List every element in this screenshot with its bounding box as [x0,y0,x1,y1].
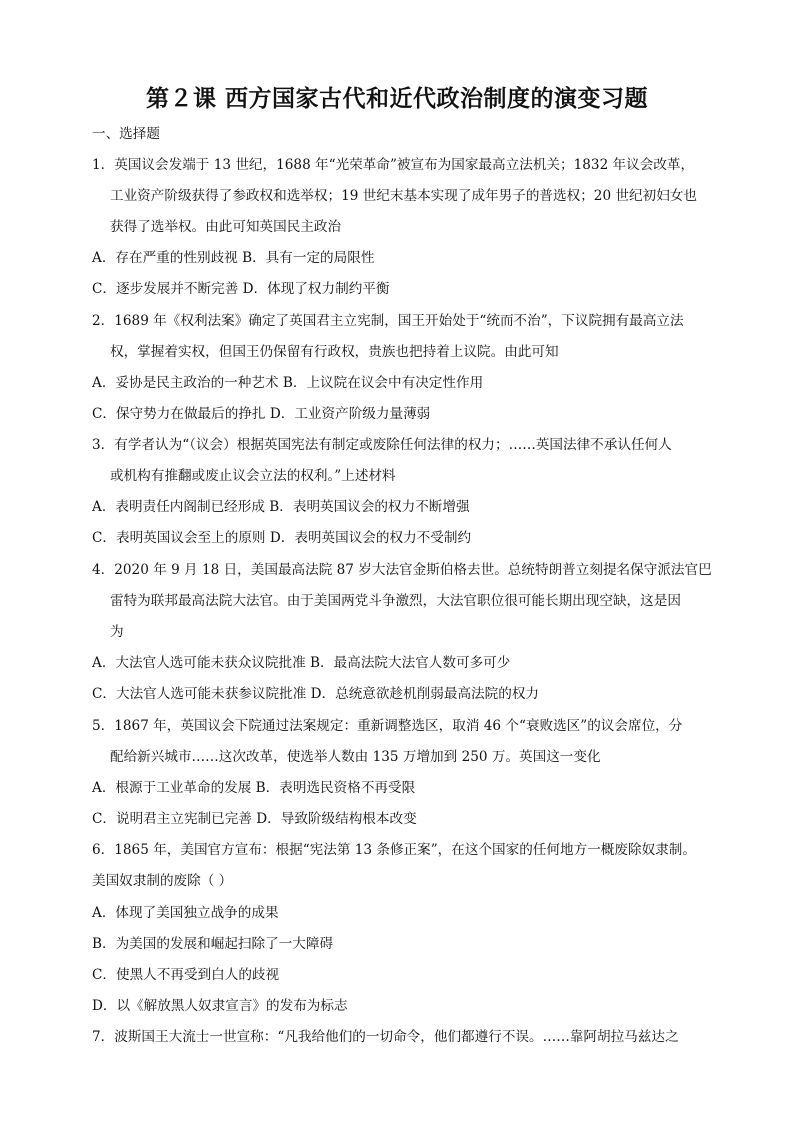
question-3-line-2: 或机构有推翻或废止议会立法的权利。”上述材料 [110,468,396,484]
question-6-option-a: A．体现了美国独立战争的成果 [92,905,279,921]
question-3-line-1: 3．有学者认为“（议会）根据英国宪法有制定或废除任何法律的权力；……英国法律不承认任何人 [92,437,672,453]
question-5-options-2: C．说明君主立宪制已完善 D．导致阶级结构根本改变 [92,811,417,827]
question-1-line-3: 获得了选举权。由此可知英国民主政治 [110,219,342,235]
question-1-options-1: A．存在严重的性别歧视 B．具有一定的局限性 [92,250,375,266]
question-1-line-1: 1．英国议会发端于 13 世纪，1688 年“光荣革命”被宣布为国家最高立法机关；1832 年议会改革， [92,157,695,173]
question-7-line-1: 7．波斯国王大流士一世宣称：“凡我给他们的一切命令，他们都遵行不误。……靠阿胡拉马兹达之 [92,1029,679,1045]
question-4-line-1: 4．2020 年 9 月 18 日，美国最高法院 87 岁大法官金斯伯格去世。总统特朗普立刻提名保守派法官巴 [92,562,712,578]
question-4-options-1: A．大法官人选可能未获众议院批准 B．最高法院大法官人数可多可少 [92,655,511,671]
question-1-line-2: 工业资产阶级获得了参政权和选举权；19 世纪末基本实现了成年男子的普选权；20 世纪初妇女也 [110,188,697,204]
section-heading: 一、选择题 [92,126,160,142]
question-6-line-1: 6．1865 年，美国官方宣布：根据“宪法第 13 条修正案”，在这个国家的任何地方一概废除奴隶制。 [92,842,696,858]
question-5-line-1: 5．1867 年，英国议会下院通过法案规定：重新调整选区，取消 46 个“衰败选区”的议会席位，分 [92,718,683,734]
question-2-line-1: 2．1689 年《权利法案》确定了英国君主立宪制，国王开始处于“统而不治”，下议院拥有最高立法 [92,313,684,329]
question-6-option-d: D．以《解放黑人奴隶宣言》的发布为标志 [92,998,348,1014]
question-3-options-2: C．表明英国议会至上的原则 D．表明英国议会的权力不受制约 [92,530,472,546]
question-5-options-1: A．根源于工业革命的发展 B．表明选民资格不再受限 [92,780,416,796]
question-4-options-2: C．大法官人选可能未获参议院批准 D．总统意欲趁机削弱最高法院的权力 [92,686,540,702]
question-3-options-1: A．表明责任内阁制已经形成 B．表明英国议会的权力不断增强 [92,499,470,515]
question-4-line-2: 雷特为联邦最高法院大法官。由于美国两党斗争激烈，大法官职位很可能长期出现空缺，这是因 [110,593,681,609]
question-6-option-c: C．使黑人不再受到白人的歧视 [92,967,280,983]
page-title: 第２课 西方国家古代和近代政治制度的演变习题 [145,86,648,112]
question-4-line-3: 为 [110,624,124,640]
question-2-options-1: A．妥协是民主政治的一种艺术 B．上议院在议会中有决定性作用 [92,375,484,391]
question-5-line-2: 配给新兴城市……这次改革，使选举人数由 135 万增加到 250 万。英国这一变化 [110,749,601,765]
question-1-options-2: C．逐步发展并不断完善 D．体现了权力制约平衡 [92,281,390,297]
question-6-option-b: B．为美国的发展和崛起扫除了一大障碍 [92,936,334,952]
question-6-line-2: 美国奴隶制的废除（ ） [92,873,233,889]
question-2-line-2: 权，掌握着实权，但国王仍保留有行政权，贵族也把持着上议院。由此可知 [110,344,559,360]
question-2-options-2: C．保守势力在做最后的挣扎 D．工业资产阶级力量薄弱 [92,406,431,422]
